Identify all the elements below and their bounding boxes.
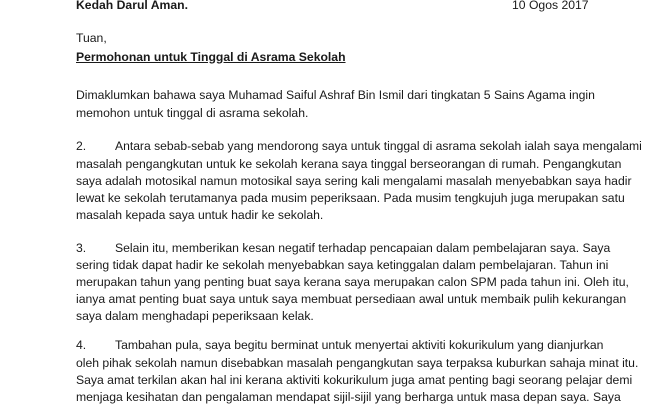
paragraph-line: menjaga kesihatan dan pengalaman mendapat sijil-sijil yang berharga untuk masa depan saya. Saya bbox=[76, 390, 621, 404]
address-line: Kedah Darul Aman. bbox=[76, 0, 188, 12]
paragraph-line: Saya amat terkilan akan hal ini kerana aktiviti kokurikulum juga amat penting bagi seorang pelajar demi bbox=[76, 373, 633, 387]
paragraph-first-line: Antara sebab-sebab yang mendorong saya untuk tinggal di asrama sekolah ialah saya mengalami bbox=[115, 139, 642, 153]
paragraph-line: ianya amat penting buat saya untuk saya membuat persediaan awal untuk membaik pulih kekurangan bbox=[76, 292, 627, 306]
paragraph-line: merupakan tahun yang penting buat saya kerana saya merupakan calon SPM pada tahun ini. Oleh itu, bbox=[76, 275, 629, 289]
paragraph-line: lewat ke sekolah terutamanya pada musim peperiksaan. Pada musim tengkujuh juga merupakan satu bbox=[76, 191, 625, 205]
intro-line: memohon untuk tinggal di asrama sekolah. bbox=[76, 106, 309, 120]
paragraph-number: 2. bbox=[76, 139, 87, 153]
paragraph-line: saya dalam menghadapi peperiksaan kelak. bbox=[76, 309, 314, 323]
paragraph-first-line: Selain itu, memberikan kesan negatif terhadap pencapaian dalam pembelajaran saya. Saya bbox=[115, 241, 611, 255]
salutation: Tuan, bbox=[76, 31, 107, 45]
subject-heading: Permohonan untuk Tinggal di Asrama Sekolah bbox=[76, 50, 346, 64]
paragraph-line: oleh pihak sekolah namun disebabkan masalah pengangkutan saya terpaksa kuburkan sahaja minat itu. bbox=[76, 356, 639, 370]
letter-date: 10 Ogos 2017 bbox=[512, 0, 589, 12]
paragraph-first-line: Tambahan pula, saya begitu berminat untuk menyertai aktiviti kokurikulum yang dianjurkan bbox=[115, 338, 604, 352]
paragraph-number: 4. bbox=[76, 338, 87, 352]
paragraph-number: 3. bbox=[76, 241, 87, 255]
intro-line: Dimaklumkan bahawa saya Muhamad Saiful Ashraf Bin Ismil dari tingkatan 5 Sains Agama ingin bbox=[76, 88, 595, 102]
paragraph-line: sering tidak dapat hadir ke sekolah menyebabkan saya ketinggalan dalam pembelajaran. Tahun ini bbox=[76, 258, 609, 272]
paragraph-line: masalah kepada saya untuk hadir ke sekolah. bbox=[76, 208, 324, 222]
paragraph-line: masalah pengangkutan untuk ke sekolah kerana saya tinggal berseorangan di rumah. Pengangkutan bbox=[76, 157, 622, 171]
paragraph-line: saya adalah motosikal namun motosikal saya sering kali mengalami masalah menyebabkan saya hadir bbox=[76, 174, 632, 188]
